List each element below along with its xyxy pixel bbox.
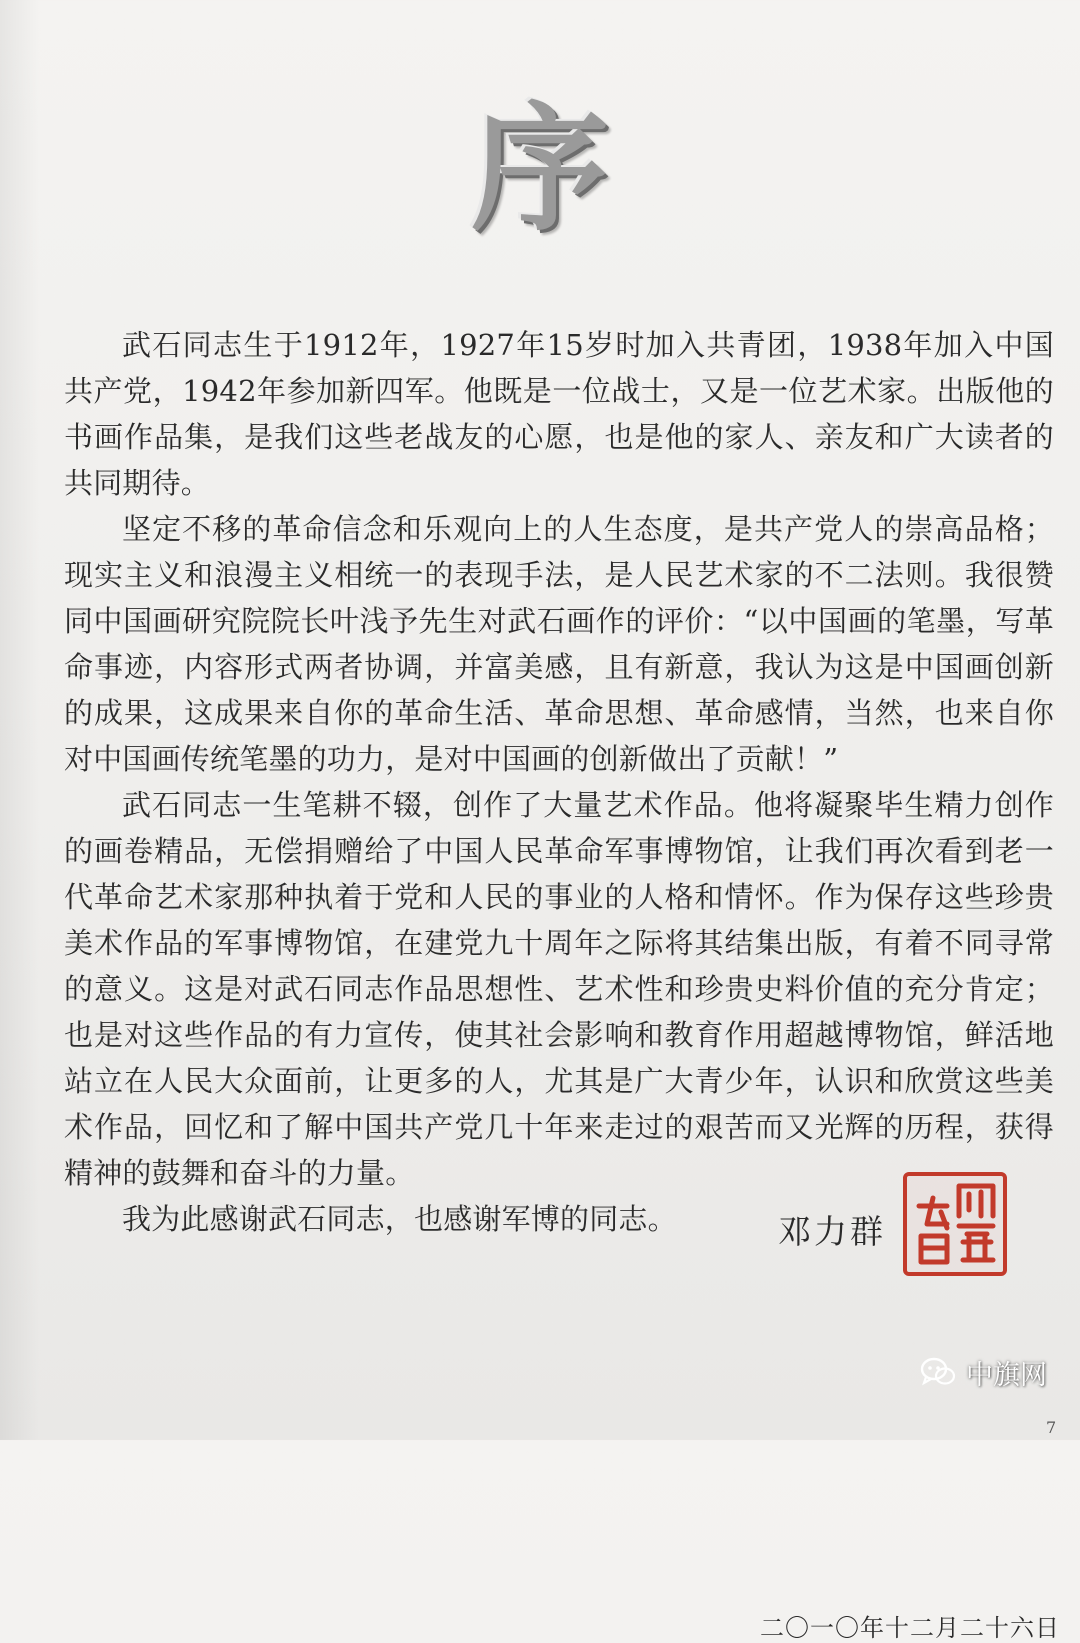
paragraph-3: 武石同志一生笔耕不辍，创作了大量艺术作品。他将凝聚毕生精力创作的画卷精品，无偿捐赠给了中国人民革命军事博物馆，让我们再次看到老一代革命艺术家那种执着于党和人民的事业的人格和情怀。作为保存这些珍贵美术作品的军事博物馆，在建党九十周年之际将其结集出版，有着不同寻常的意义。这是对武石同志作品思想性、艺术性和珍贵史料价值的充分肯定；也是对这些作品的有力宣传，使其社会影响和教育作用超越博物馆，鲜活地站立在人民大众面前，让更多的人，尤其是广大青少年，认识和欣赏这些美术作品，回忆和了解中国共产党几十年来走过的艰苦而又光辉的历程，获得精神的鼓舞和奋斗的力量。 bbox=[64, 788, 1054, 1190]
seal-stamp bbox=[903, 1172, 1007, 1276]
watermark-text: 中旗网 bbox=[966, 1359, 1047, 1391]
seal-stamp-glyphs bbox=[907, 1176, 1003, 1272]
preface-body bbox=[64, 322, 1054, 1242]
paragraph-2: 坚定不移的革命信念和乐观向上的人生态度，是共产党人的崇高品格；现实主义和浪漫主义相统一的表现手法，是人民艺术家的不二法则。我很赞同中国画研究院院长叶浅予先生对武石画作的评价：“以中国画的笔墨，写革命事迹，内容形式两者协调，并富美感，且有新意，我认为这是中国画创新的成果，这成果来自你的革命生活、革命思想、革命感情，当然，也来自你对中国画传统笔墨的功力，是对中国画的创新做出了贡献！” bbox=[64, 512, 1054, 776]
title-block bbox=[450, 89, 630, 250]
page-edge-shadow bbox=[0, 0, 40, 1440]
wechat-icon bbox=[920, 1356, 956, 1388]
page-title: 序 bbox=[470, 89, 609, 250]
paragraph-1: 武石同志生于1912年，1927年15岁时加入共青团，1938年加入中国共产党，1942年参加新四军。他既是一位战士，又是一位艺术家。出版他的书画作品集，是我们这些老战友的心愿，也是他的家人、亲友和广大读者的共同期待。 bbox=[64, 328, 1054, 500]
paragraph-4: 我为此感谢武石同志，也感谢军博的同志。 bbox=[122, 1202, 677, 1236]
author-signature: 邓力群 bbox=[778, 1212, 886, 1251]
date-line: 二〇一〇年十二月二十六日 bbox=[760, 1614, 1060, 1642]
watermark bbox=[920, 1352, 1047, 1392]
page-number: 7 bbox=[1046, 1418, 1057, 1437]
